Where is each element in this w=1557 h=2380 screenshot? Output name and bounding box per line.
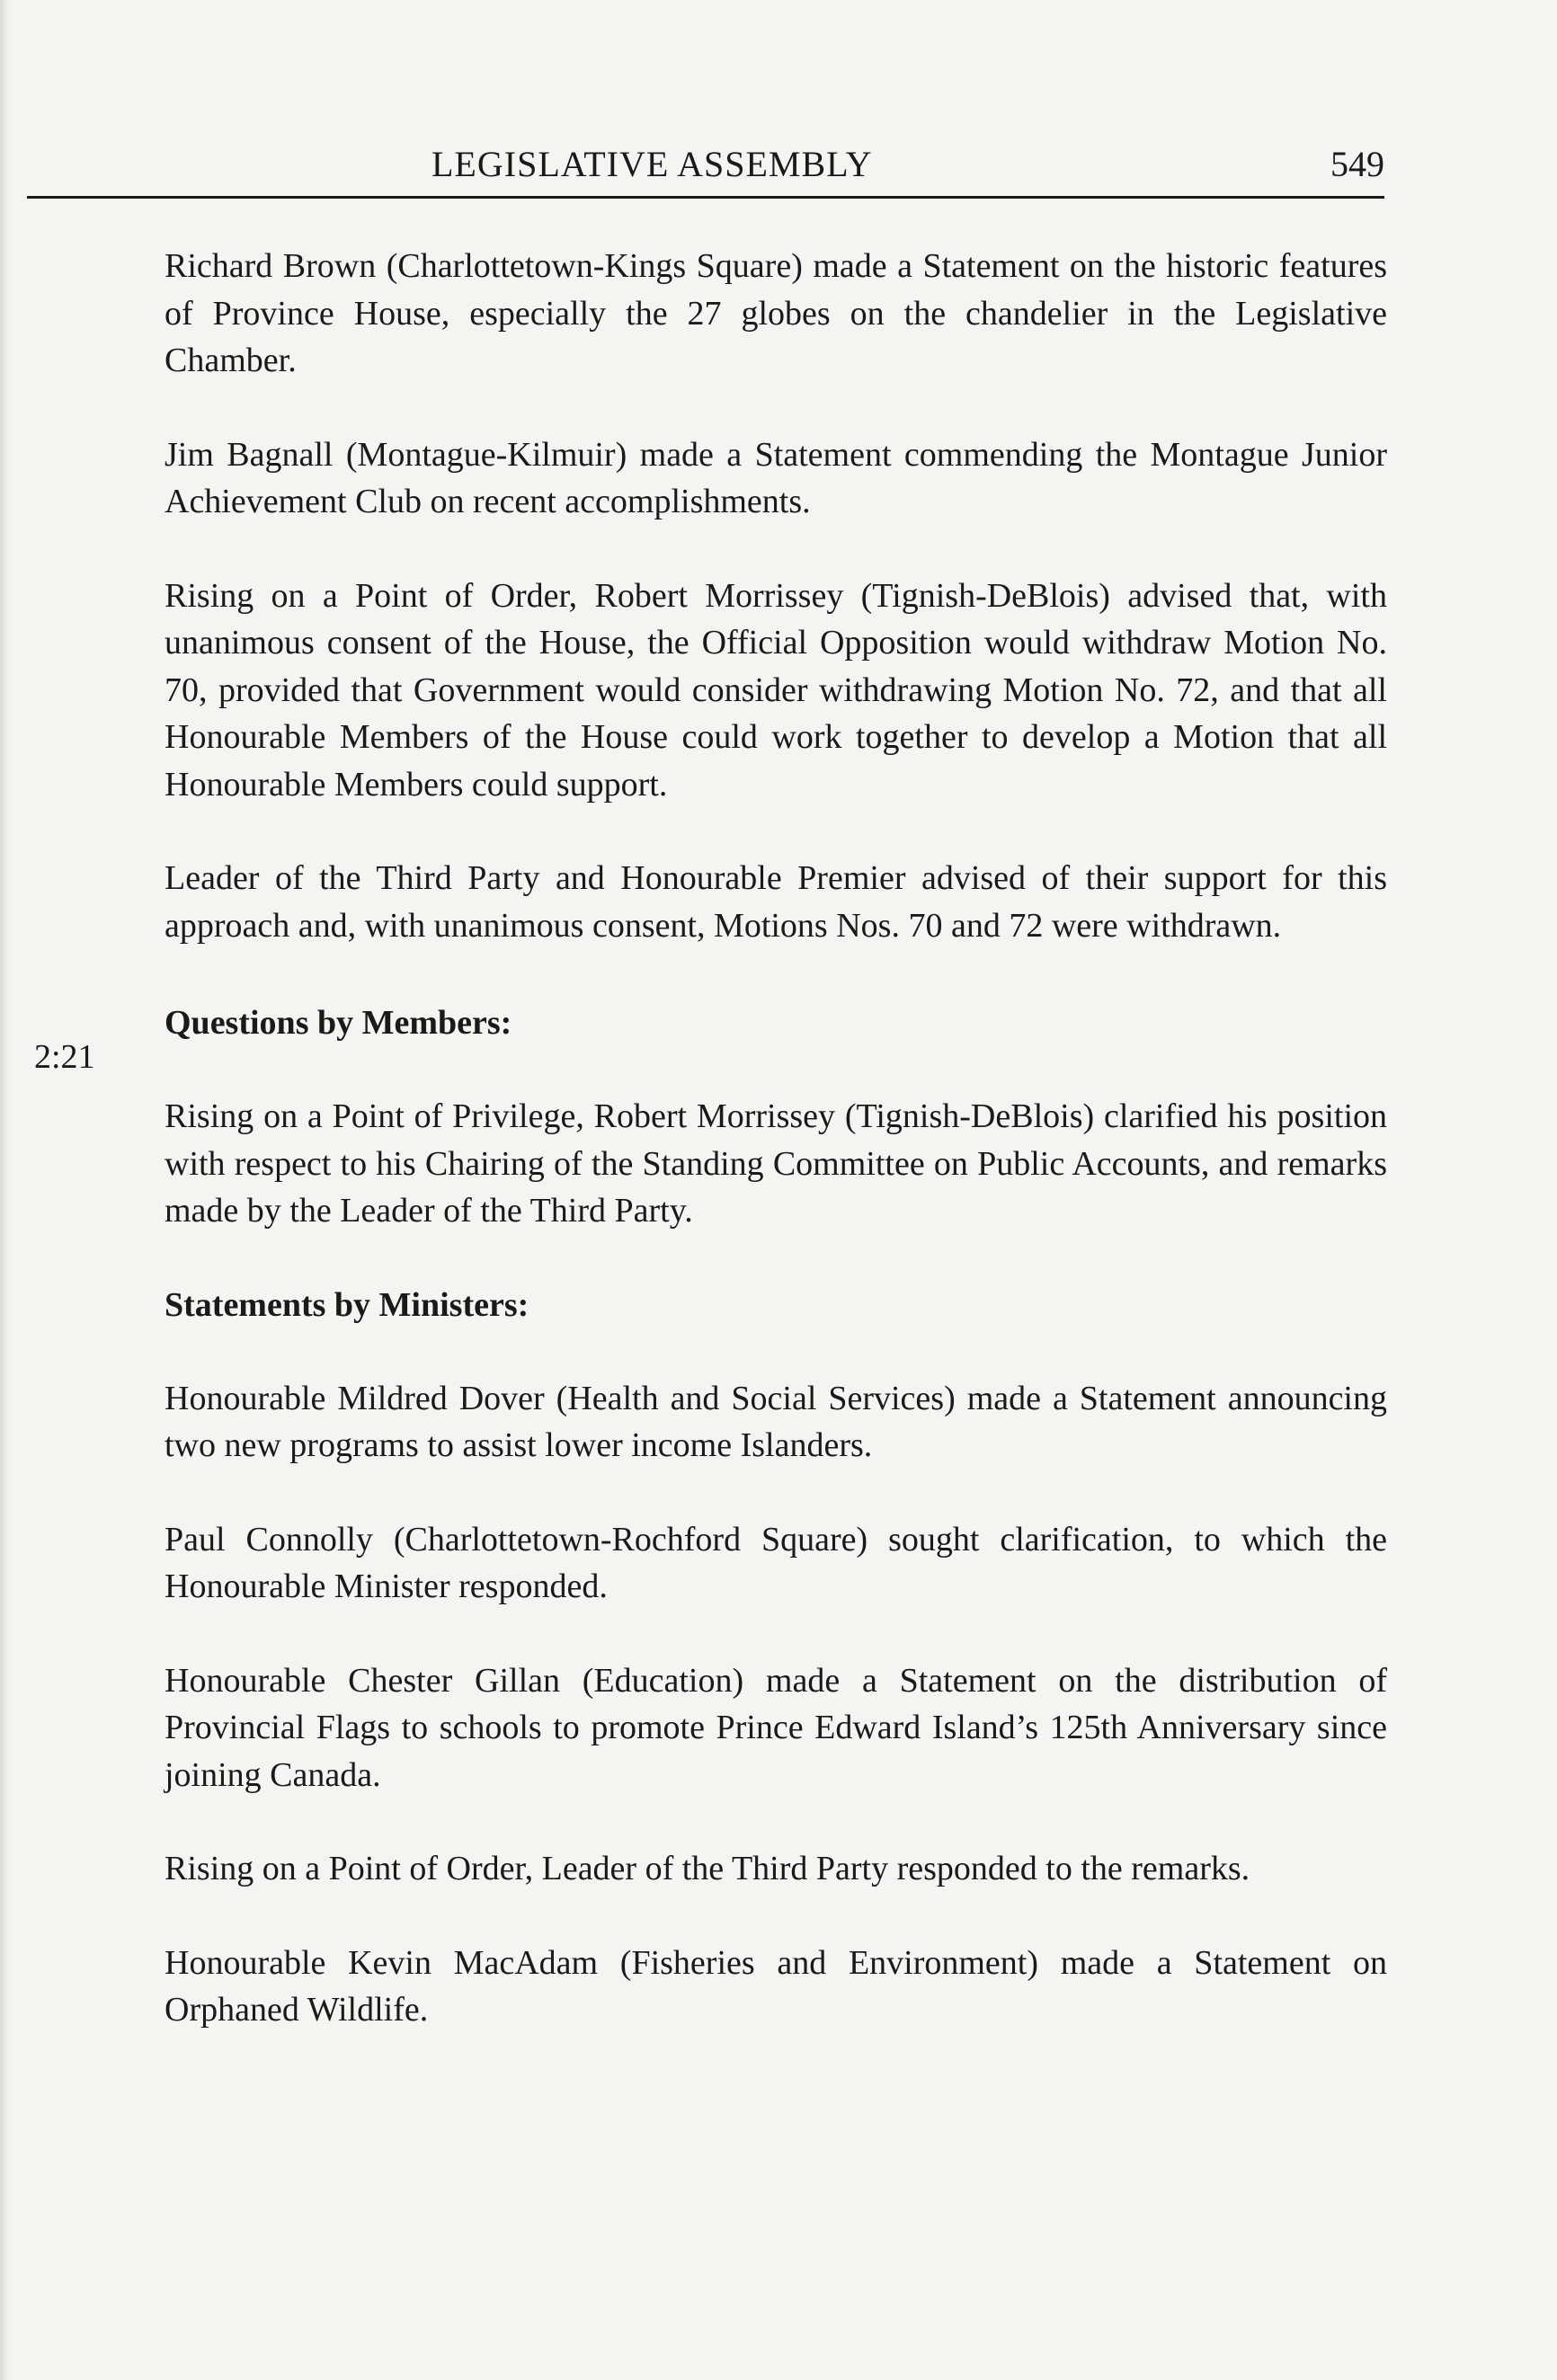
header-rule	[27, 196, 1384, 199]
paragraph: Richard Brown (Charlottetown-Kings Square) made a Statement on the historic features of Province House, especially the 27 globes on the chandelier in the Legislative Chamber.	[165, 247, 1387, 379]
page-body	[165, 243, 1387, 2034]
section-heading-ministers: Statements by Ministers:	[165, 1285, 529, 1324]
page-number: 549	[1330, 144, 1384, 184]
page-edge-shadow	[0, 0, 9, 2380]
paragraph: Paul Connolly (Charlottetown-Rochford Square) sought clarification, to which the Honourable Minister responded.	[165, 1520, 1387, 1605]
paragraph: Rising on a Point of Privilege, Robert Morrissey (Tignish-DeBlois) clarified his position with respect to his Chairing of the Standing Committee on Public Accounts, and remarks made by the Leader of the Third Party.	[165, 1097, 1387, 1230]
paragraph: Honourable Kevin MacAdam (Fisheries and Environment) made a Statement on Orphaned Wildlife.	[165, 1943, 1387, 2029]
paragraph: Rising on a Point of Order, Leader of the Third Party responded to the remarks.	[165, 1850, 1250, 1887]
paragraph: Rising on a Point of Order, Robert Morrissey (Tignish-DeBlois) advised that, with unanimous consent of the House, the Official Opposition would withdraw Motion No. 70, provided that Government would consider withdrawing Motion No. 72, and that all Honourable Members of the House could work together to develop a Motion that all Honourable Members could support.	[165, 576, 1387, 804]
paragraph: Leader of the Third Party and Honourable Premier advised of their support for this approach and, with unanimous consent, Motions Nos. 70 and 72 were withdrawn.	[165, 859, 1387, 945]
paragraph: Jim Bagnall (Montague-Kilmuir) made a Statement commending the Montague Junior Achievement Club on recent accomplishments.	[165, 435, 1387, 520]
running-title: LEGISLATIVE ASSEMBLY	[432, 144, 873, 184]
paragraph: Honourable Mildred Dover (Health and Social Services) made a Statement announcing two new programs to assist lower income Islanders.	[165, 1379, 1387, 1464]
section-heading-questions: Questions by Members:	[165, 1004, 512, 1042]
page-header	[162, 142, 1384, 196]
paragraph: Honourable Chester Gillan (Education) made a Statement on the distribution of Provincial Flags to schools to promote Prince Edward Island’s 125th Anniversary since joining Canada.	[165, 1661, 1387, 1794]
time-marker: 2:21	[34, 1038, 95, 1076]
